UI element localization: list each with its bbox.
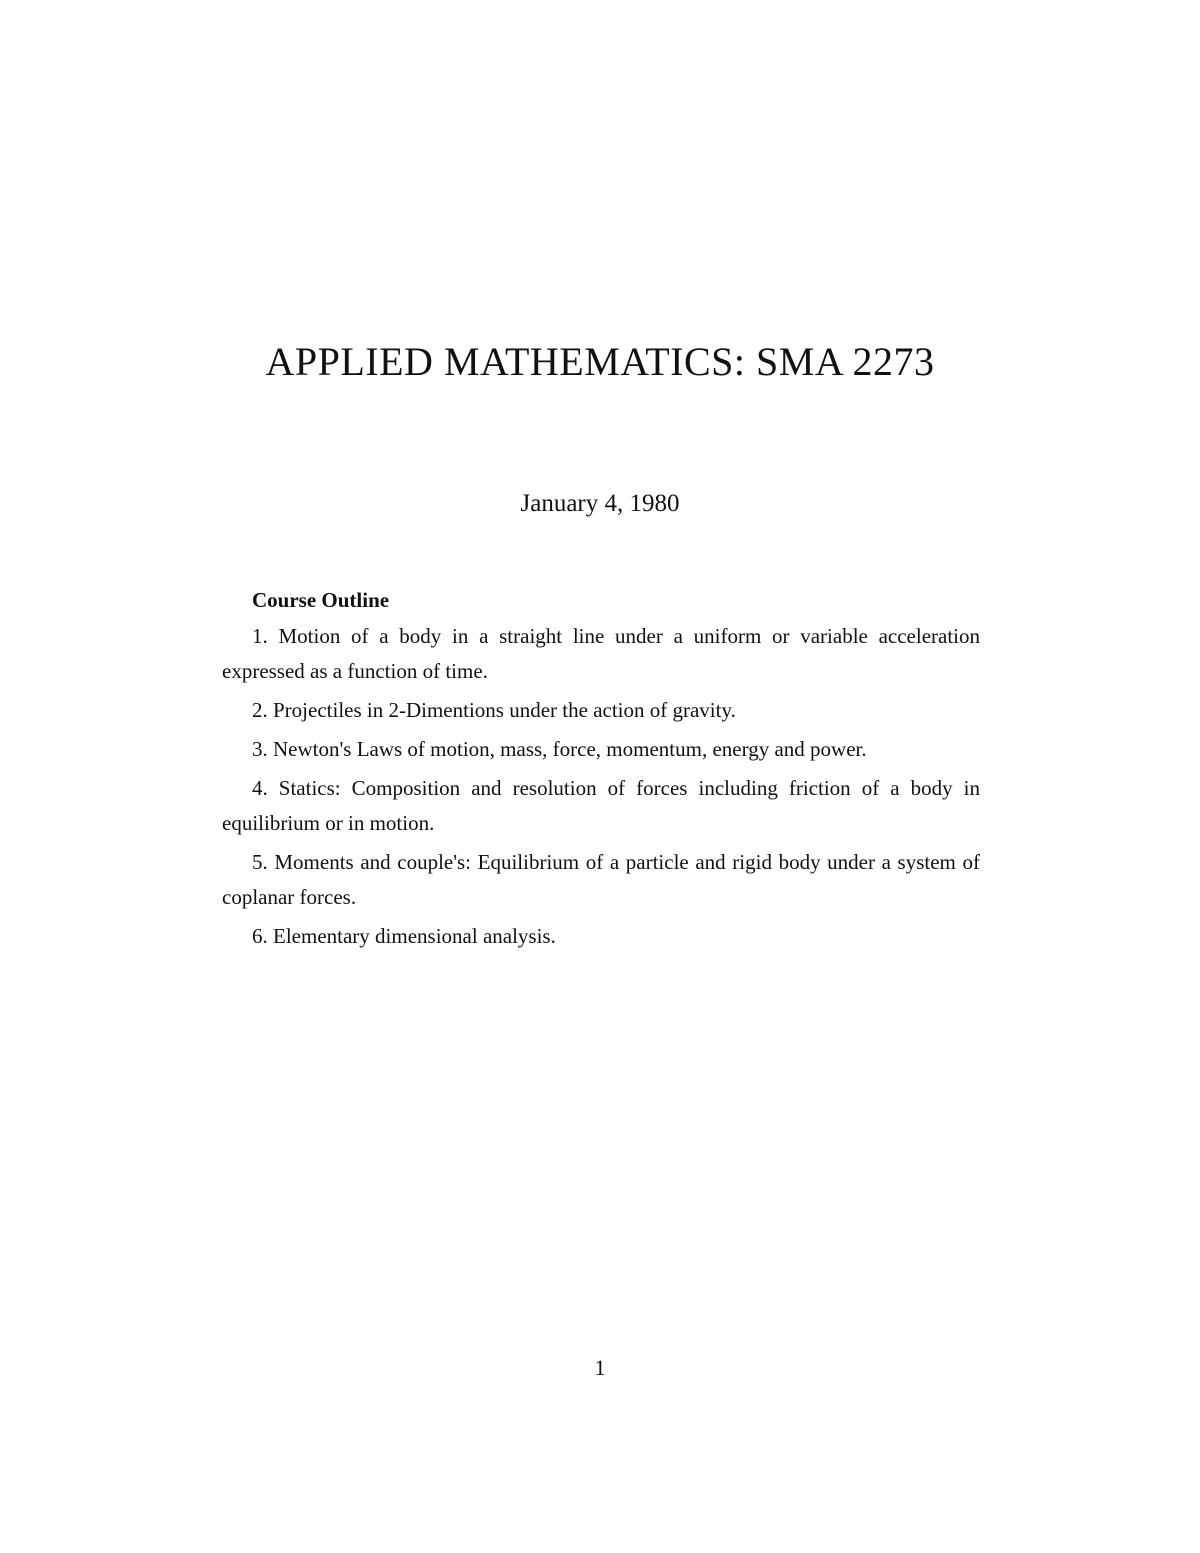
outline-item-5: 5. Moments and couple's: Equilibrium of a particle and rigid body under a system of coplanar forces. xyxy=(222,850,980,909)
outline-item-4: 4. Statics: Composition and resolution of forces including friction of a body in equilibrium or in motion. xyxy=(222,776,980,835)
course-outline xyxy=(222,585,980,954)
document-date: January 4, 1980 xyxy=(520,490,680,517)
outline-item-3: 3. Newton's Laws of motion, mass, force, momentum, energy and power. xyxy=(252,737,867,761)
document-title: APPLIED MATHEMATICS: SMA 2273 xyxy=(265,339,935,384)
page-number: 1 xyxy=(594,1355,606,1380)
outline-item-1: 1. Motion of a body in a straight line under a uniform or variable acceleration expressed as a function of time. xyxy=(222,624,980,683)
outline-item-6: 6. Elementary dimensional analysis. xyxy=(252,924,556,948)
outline-item-2: 2. Projectiles in 2-Dimentions under the action of gravity. xyxy=(252,698,736,722)
outline-heading: Course Outline xyxy=(252,588,390,612)
